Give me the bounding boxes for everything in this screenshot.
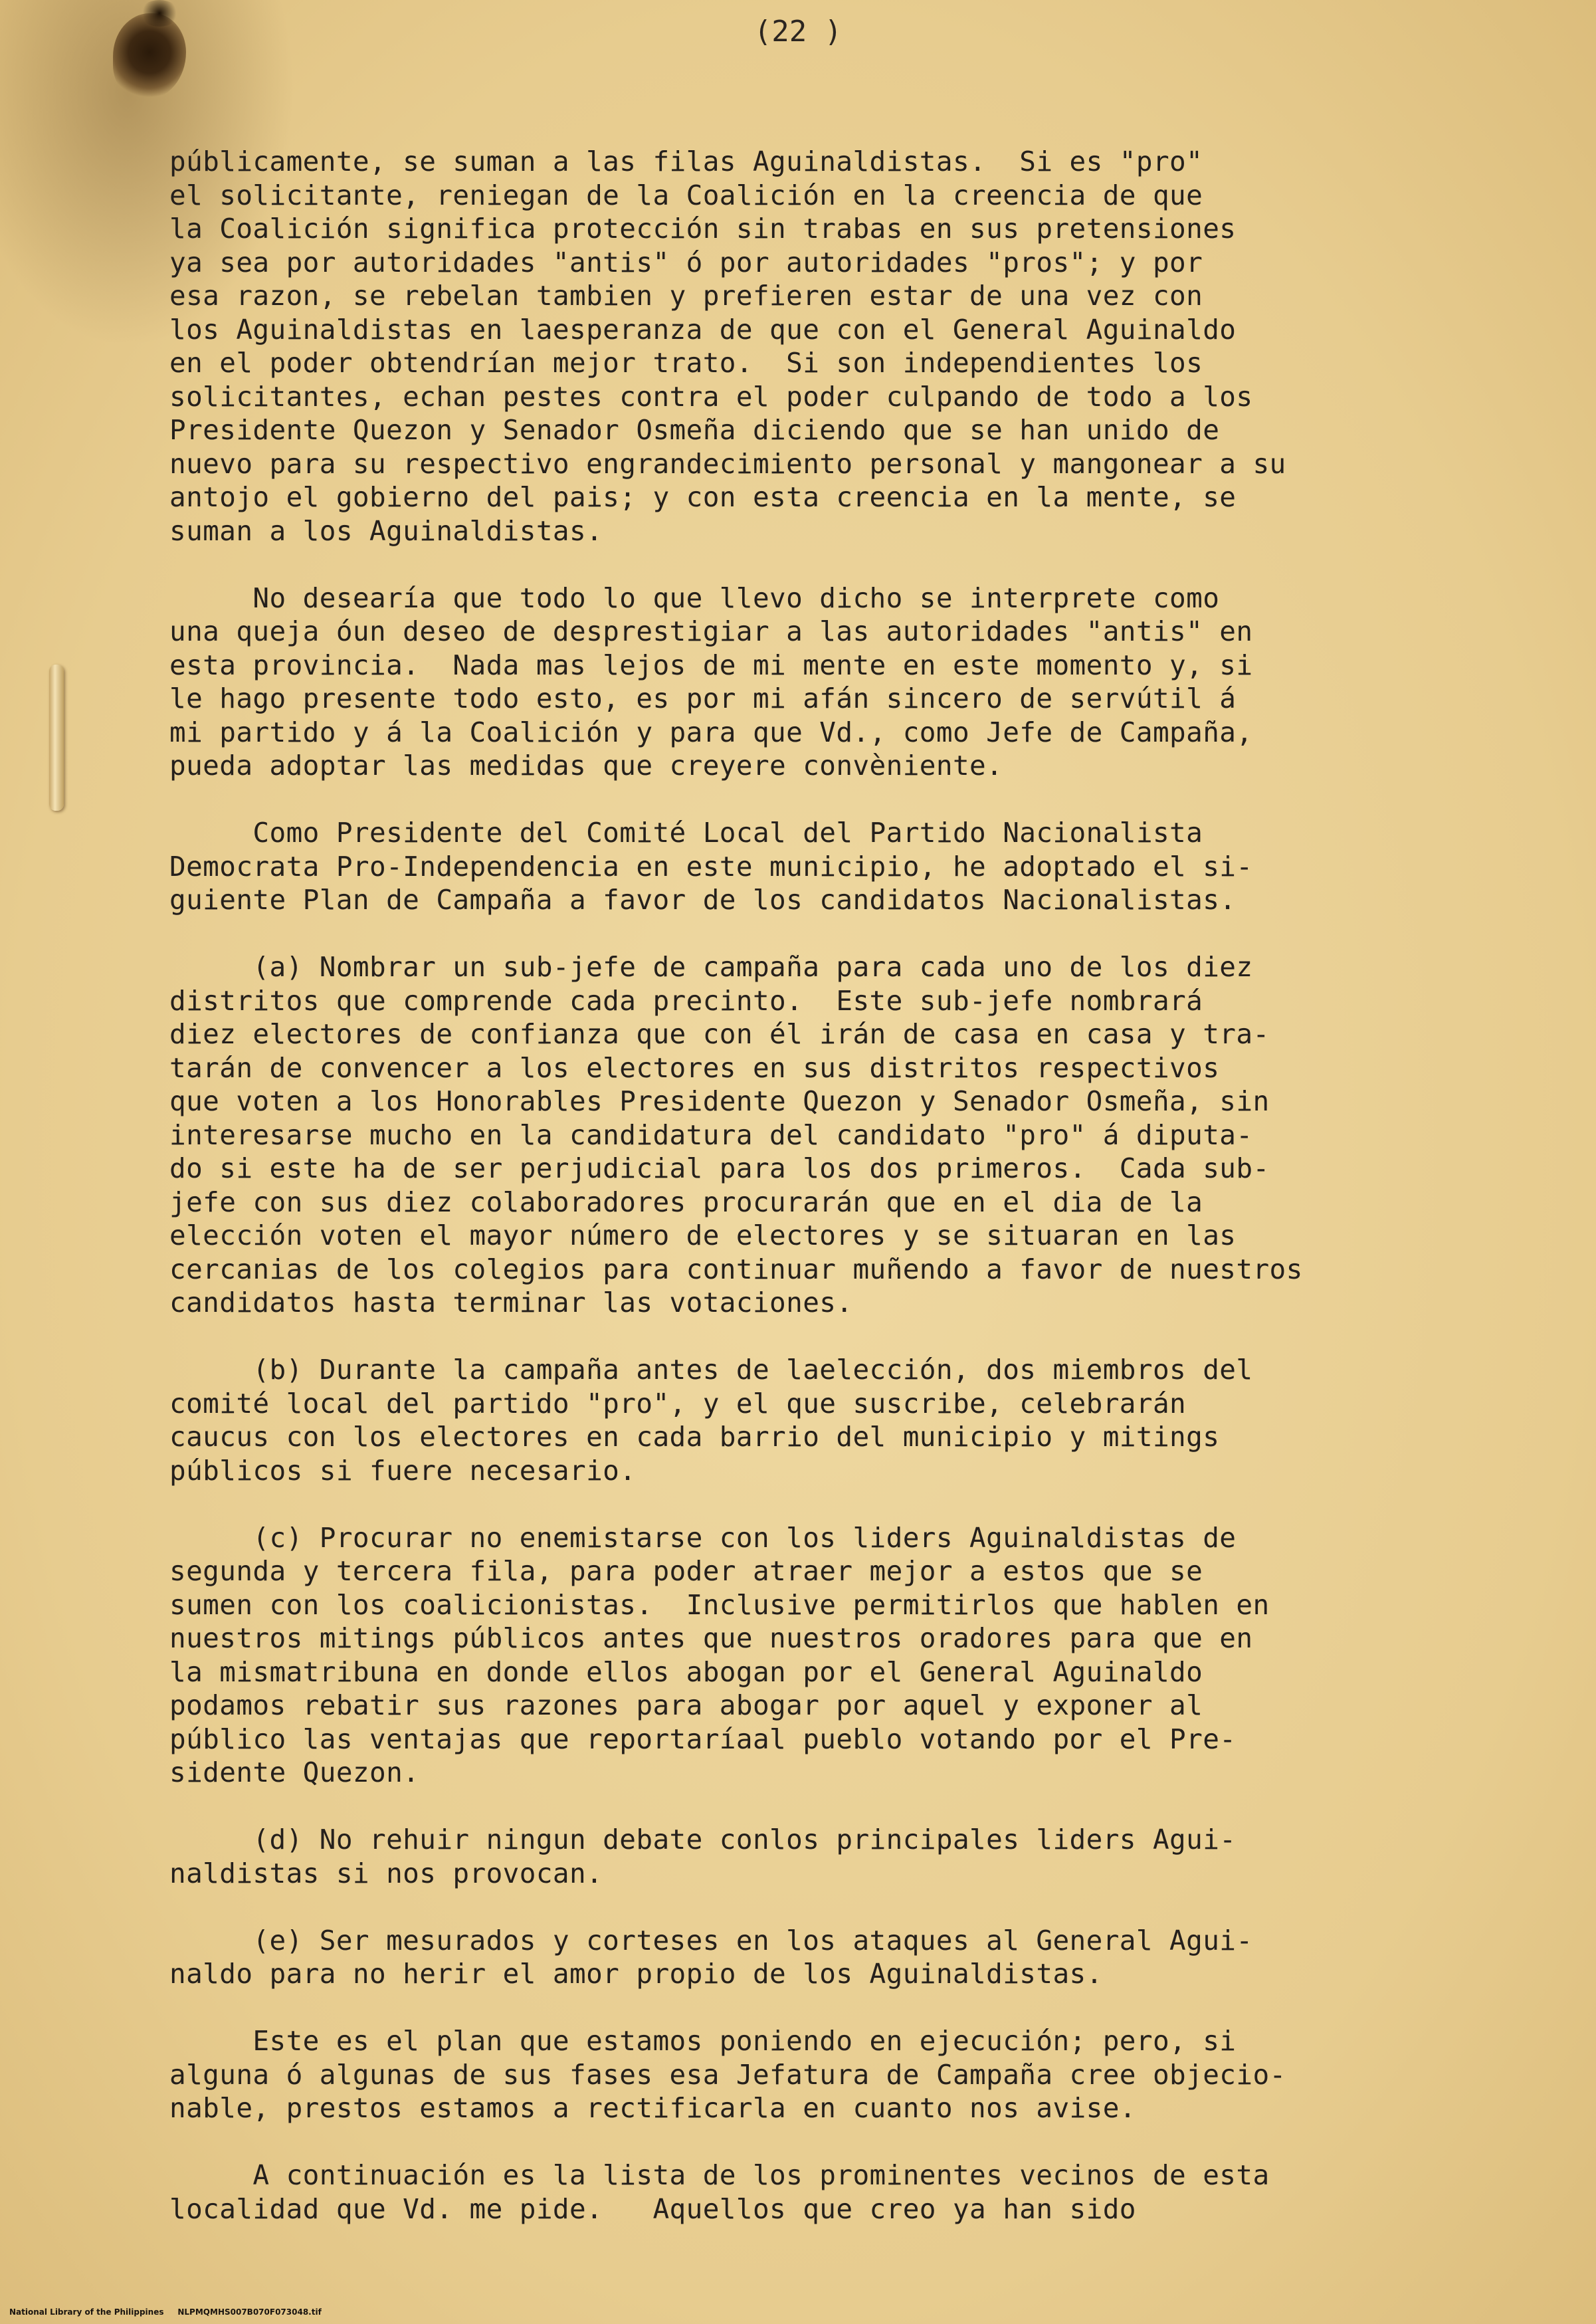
text-line: suman a los Aguinaldistas. [169,514,603,547]
text-line: interesarse mucho en la candidatura del candidato "pro" á diputa- [169,1118,1253,1151]
letter-body [169,145,1578,2260]
text-line: No desearía que todo lo que llevo dicho se interprete como [169,581,1220,614]
text-line: A continuación es la lista de los prominentes vecinos de esta [169,2159,1270,2191]
text-line: nable, prestos estamos a rectificarla en cuanto nos avise. [169,2092,1136,2124]
text-line: sidente Quezon. [169,1756,420,1788]
text-line: en el poder obtendrían mejor trato. Si son independientes los [169,347,1203,379]
page-number: (22 ) [753,15,843,49]
text-line: públicamente, se suman a las filas Aguinaldistas. Si es "pro" [169,146,1203,177]
text-line: guiente Plan de Campaña a favor de los candidatos Nacionalistas. [169,884,1237,916]
text-line: Este es el plan que estamos poniendo en ejecución; pero, si [169,2025,1237,2057]
text-line: la Coalición significa protección sin trabas en sus pretensiones [169,213,1237,245]
text-line: elección voten el mayor número de electores y se situaran en las [169,1219,1237,1251]
text-line: nuestros mitings públicos antes que nuestros oradores para que en [169,1622,1253,1654]
text-line: distritos que comprende cada precinto. Este sub-jefe nombrará [169,984,1203,1017]
staple-mark [49,665,64,811]
text-line: solicitantes, echan pestes contra el poder culpando de todo a los [169,380,1253,413]
text-line: (c) Procurar no enemistarse con los liders Aguinaldistas de [169,1521,1237,1554]
text-line: (d) No rehuir ningun debate conlos principales liders Agui- [169,1824,1237,1855]
text-line: jefe con sus diez colaboradores procurarán que en el dia de la [169,1186,1203,1218]
text-line: caucus con los electores en cada barrio del municipio y mitings [169,1421,1220,1453]
paragraph [169,2024,1578,2125]
text-line: nuevo para su respectivo engrandecimiento personal y mangonear a su [169,447,1286,480]
paragraph [169,145,1578,548]
text-line: una queja óun deseo de desprestigiar a las autoridades "antis" en [169,615,1253,647]
text-line: pueda adoptar las medidas que creyere convèniente. [169,750,1003,782]
text-line: alguna ó algunas de sus fases esa Jefatura de Campaña cree objecio- [169,2058,1286,2091]
text-line: localidad que Vd. me pide. Aquellos que creo ya han sido [169,2192,1136,2225]
paragraph [169,816,1578,917]
text-line: Presidente Quezon y Senador Osmeña diciendo que se han unido de [169,414,1220,446]
text-line: (e) Ser mesurados y corteses en los ataques al General Agui- [169,1924,1253,1956]
text-line: mi partido y á la Coalición y para que Vd., como Jefe de Campaña, [169,716,1253,748]
text-line: le hago presente todo esto, es por mi afán sincero de servútil á [169,683,1237,714]
text-line: naldo para no herir el amor propio de los Aguinaldistas. [169,1958,1103,1990]
text-line: los Aguinaldistas en laesperanza de que con el General Aguinaldo [169,313,1237,346]
text-line: el solicitante, reniegan de la Coalición en la creencia de que [169,179,1203,211]
text-line: podamos rebatir sus razones para abogar por aquel y exponer al [169,1689,1203,1721]
text-line: sumen con los coalicionistas. Inclusive permitirlos que hablen en [169,1588,1270,1621]
text-line: segunda y tercera fila, para poder atraer mejor a estos que se [169,1555,1203,1587]
text-line: cercanias de los colegios para continuar muñendo a favor de nuestros [169,1253,1303,1285]
text-line: diez electores de confianza que con él irán de casa en casa y tra- [169,1018,1270,1050]
text-line: públicos si fuere necesario. [169,1454,637,1487]
text-line: esta provincia. Nada mas lejos de mi mente en este momento y, si [169,649,1253,681]
paragraph [169,1823,1578,1890]
text-line: comité local del partido "pro", y el que suscribe, celebrarán [169,1387,1187,1420]
text-line: antojo el gobierno del pais; y con esta creencia en la mente, se [169,481,1237,513]
paragraph [169,1521,1578,1790]
paragraph [169,1353,1578,1487]
archive-footer: National Library of the Philippines NLPMQMHS007B070F073048.tif [9,2307,322,2317]
text-line: la mismatribuna en donde ellos abogan por el General Aguinaldo [169,1655,1203,1688]
text-line: Democrata Pro-Independencia en este municipio, he adoptado el si- [169,850,1253,883]
paragraph [169,581,1578,783]
text-line: Como Presidente del Comité Local del Partido Nacionalista [169,817,1203,849]
text-line: do si este ha de ser perjudicial para los dos primeros. Cada sub- [169,1152,1270,1184]
text-line: tarán de convencer a los electores en sus distritos respectivos [169,1051,1220,1084]
paragraph [169,1924,1578,1991]
paragraph [169,950,1578,1320]
text-line: ya sea por autoridades "antis" ó por autoridades "pros"; y por [169,246,1203,278]
text-line: (a) Nombrar un sub-jefe de campaña para cada uno de los diez [169,951,1253,983]
text-line: (b) Durante la campaña antes de laelección, dos miembros del [169,1354,1253,1386]
paragraph [169,2159,1578,2226]
text-line: esa razon, se rebelan tambien y prefieren estar de una vez con [169,280,1203,312]
text-line: candidatos hasta terminar las votaciones. [169,1287,853,1319]
text-line: naldistas si nos provocan. [169,1857,603,1889]
text-line: que voten a los Honorables Presidente Quezon y Senador Osmeña, sin [169,1085,1270,1117]
text-line: público las ventajas que reportaríaal pueblo votando por el Pre- [169,1723,1237,1755]
